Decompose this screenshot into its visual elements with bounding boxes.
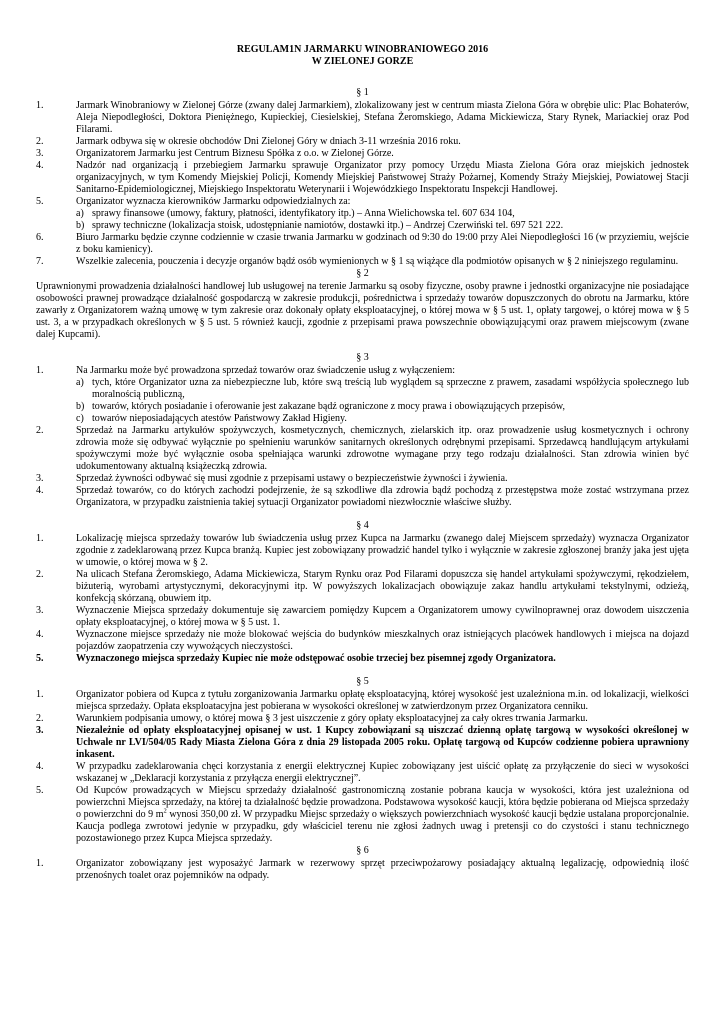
list-item [36,365,689,425]
sub-item-letter: a) [76,208,84,219]
item-text: Niezależnie od opłaty eksploatacyjnej opisanej w ust. 1 Kupcy zobowiązani są uiszczać dzienną opłatę targową w wysokości określonej w Uchwale nr LVI/504/05 Rady Miasta Zielona Góra z dnia 29 listopada 2005 roku. Opłatę targową od Kupców codzienne pobiera uprawniony inkasent. [76,725,689,760]
section-5-heading: § 5 [356,676,369,687]
item-text-part-1: Od Kupców prowadzących w Miejscu sprzedaży działalność gastronomiczną zostanie pobrana kaucja w wysokości, która jest uzależniona od powierzchni Miejsca sprzedaży, na której ta działalność będzie prowadzona. Podstawowa wysokość kaucji, która będzie pobierana od Miejsca sprzedaży o powierzchni do 9 m [76,785,689,820]
section-3-heading: § 3 [356,352,369,363]
list-item [36,425,689,473]
item-text: Sprzedaż na Jarmarku artykułów spożywczych, kosmetycznych, chemicznych, zielarskich itp. oraz prowadzenie usług kosmetycznych i ochrony zdrowia może się odbywać wyłącznie po spełnieniu warunków sanitarnych określonych odrębnymi przepisami. Sprzedawcą handlującym artykułami spożywczymi może być wyłącznie osoba spełniająca warunki zdrowotne wymagane przy tego rodzaju działalności. Stan zdrowia winien być udokumentowany aktualną książeczką zdrowia. [76,425,689,472]
item-text: Wyznaczenie Miejsca sprzedaży dokumentuje się zawarciem pomiędzy Kupcem a Organizatorem umowy cywilnoprawnej oraz dowodem uiszczenia opłaty eksploatacyjnej, o której mowa w § 5 ust. 1. [76,605,689,628]
sub-list [76,377,689,425]
item-number: 1. [36,365,44,376]
sub-item-text: sprawy finansowe (umowy, faktury, płatności, identyfikatory itp.) – Anna Wielichowska tel. 607 634 104, [92,208,515,219]
sub-item-text: tych, które Organizator uzna za niebezpieczne lub, które swą treścią lub wyglądem są sprzeczne z prawem, zasadami współżycia społecznego lub moralnością publiczną, [92,377,689,400]
sub-item [76,220,689,232]
item-number: 1. [36,689,44,700]
item-number: 5. [36,653,44,664]
sub-item-text: towarów nieposiadających atestów Państwowy Zakład Higieny. [92,413,347,424]
sub-item [76,377,689,401]
list-item [36,629,689,653]
item-text: Sprzedaż żywności odbywać się musi zgodnie z przepisami ustawy o bezpieczeństwie żywności i żywienia. [76,473,508,484]
sub-item-letter: c) [76,413,84,424]
section-4-heading: § 4 [356,520,369,531]
sub-item [76,401,689,413]
sub-item-text: sprawy techniczne (lokalizacja stoisk, udostępnianie namiotów, dostawki itp.) – Andrzej Czerwiński tel. 697 521 222. [92,220,564,231]
list-item [36,485,689,509]
sub-item-letter: b) [76,401,85,412]
item-text: Biuro Jarmarku będzie czynne codziennie w czasie trwania Jarmarku w godzinach od 9:30 do 19:00 przy Alei Niepodległości 16 (w przyziemiu, wejście z boku kamienicy). [76,232,689,255]
section-6-list [36,858,689,882]
section-2-paragraph: Uprawnionymi prowadzenia działalności handlowej lub usługowej na terenie Jarmarku są osoby fizyczne, osoby prawne i jednostki organizacyjne nie posiadające osobowości prawnej prowadzące działalność gospodarczą w zakresie produkcji, pośrednictwa i sprzedaży towarów dopuszczonych do obrotu na Jarmarku, które zawarły z Organizatorem ważną umowę w tym zakresie oraz dokonały opłaty eksploatacyjnej, o której mowa w § 5 ust. 1, opłaty targowej, o której mowa w § 5 ust. 3, a w przypadkach określonych w § 5 ust. 5 również kaucji, zgodnie z przepisami prawa powszechnie obowiązującymi oraz prawem miejscowym (zwane dalej Kupcami). [36,281,689,340]
item-text: Wyznaczone miejsce sprzedaży nie może blokować wejścia do budynków mieszkalnych oraz istniejących placówek handlowych i miejsca na dojazd pojazdów zaopatrzenia czy wywożących nieczystości. [76,629,689,652]
document-title [36,44,689,67]
item-text: Wszelkie zalecenia, pouczenia i decyzje organów bądź osób wymienionych w § 1 są wiążące dla podmiotów opisanych w § 2 niniejszego regulaminu. [76,256,679,267]
item-number: 4. [36,160,44,171]
list-item [36,148,689,160]
list-item [36,473,689,485]
sub-item [76,413,689,425]
item-text: Organizator pobiera od Kupca z tytułu zorganizowania Jarmarku opłatę eksploatacyjną, której wysokość jest uzależniona m.in. od lokalizacji, wielkości miejsca sprzedaży. Opłata eksploatacyjna jest pobierana w wysokości określonej w zatwierdzonym przez Organizatora cenniku. [76,689,689,712]
item-text: Sprzedaż towarów, co do których zachodzi podejrzenie, że są szkodliwe dla zdrowia bądź pochodzą z przestępstwa może zostać wstrzymana przez Organizatora, w przypadku zaistnienia takiej sytuacji Organizator powiadomi niezwłocznie właściwe służby. [76,485,689,508]
item-number: 7. [36,256,44,267]
section-4-list [36,533,689,665]
list-item [36,605,689,629]
item-number: 3. [36,725,44,736]
list-item [36,725,689,761]
section-2-heading: § 2 [356,268,369,279]
item-number: 6. [36,232,44,243]
item-number: 3. [36,473,44,484]
item-number: 1. [36,533,44,544]
sub-item [76,208,689,220]
item-number: 4. [36,629,44,640]
item-number: 3. [36,605,44,616]
list-item [36,100,689,136]
item-text: Na Jarmarku może być prowadzona sprzedaż towarów oraz świadczenie usług z wyłączeniem: [76,365,455,376]
title-line-2: W ZIELONEJ GORZE [311,55,414,67]
item-text: Jarmark odbywa się w okresie obchodów Dni Zielonej Góry w dniach 3-11 września 2016 roku. [76,136,461,147]
list-item [36,136,689,148]
list-item [36,569,689,605]
list-item [36,160,689,196]
list-item [36,196,689,232]
item-text: Lokalizację miejsca sprzedaży towarów lub świadczenia usług przez Kupca na Jarmarku (zwanego dalej Miejscem sprzedaży) wyznacza Organizator zgodnie z zadeklarowaną przez Kupca branżą. Kupiec jest zobowiązany prowadzić handel tylko i wyłącznie w zakresie zgłoszonej branży jaka jest ujęta w umowie, o której mowa w § 2. [76,533,689,568]
list-item [36,533,689,569]
superscript: 2 [163,807,167,815]
sub-list [76,208,689,232]
list-item [36,785,689,845]
item-number: 5. [36,785,44,796]
item-number: 1. [36,100,44,111]
item-number: 2. [36,569,44,580]
title-line-1: REGULAM1N JARMARKU WINOBRANIOWEGO 2016 [236,44,489,55]
item-text-part-2: wynosi 350,00 zł. W przypadku Miejsc sprzedaży o większych powierzchniach wysokość kaucji będzie ustalana proporcjonalnie. Kaucja podlega zwrotowi jedynie w przypadku, gdy właściciel terenu nie zgłosi żadnych uwag i pretensji co do czystości i stanu technicznego pozostawionego przez Kupca Miejsca sprzedaży. [76,809,689,844]
item-number: 4. [36,485,44,496]
list-item [36,858,689,882]
item-text: Organizator wyznacza kierowników Jarmarku odpowiedzialnych za: [76,196,351,207]
section-1-heading: § 1 [356,87,369,98]
item-text: Organizator zobowiązany jest wyposażyć Jarmark w rezerwowy sprzęt przeciwpożarowy posiadający aktualną legalizację, odpowiednią ilość przenośnych toalet oraz pojemników na odpady. [76,858,689,881]
item-text: Nadzór nad organizacją i przebiegiem Jarmarku sprawuje Organizator przy pomocy Urzędu Miasta Zielona Góra oraz miejskich jednostek organizacyjnych, w tym Komendy Miejskiej Policji, Komendy Miejskiej Państwowej Straży Pożarnej, Komendy Straży Miejskiej, Powiatowej Stacji Sanitarno-Epidemiologicznej, Miejskiego Inspektoratu Weterynarii i Wojewódzkiego Inspektoratu Inspekcji Handlowej. [76,160,689,195]
item-text: Organizatorem Jarmarku jest Centrum Biznesu Spółka z o.o. w Zielonej Górze. [76,148,394,159]
sub-item-letter: b) [76,220,85,231]
list-item [36,232,689,256]
list-item [36,761,689,785]
list-item [36,653,689,665]
item-number: 4. [36,761,44,772]
item-number: 2. [36,136,44,147]
item-text: Na ulicach Stefana Żeromskiego, Adama Mickiewicza, Starym Rynku oraz Pod Filarami dopuszcza się handel artykułami spożywczymi, rękodziełem, biżuterią, wyrobami artystycznymi, dekoracyjnymi itp. W powyższych lokalizacjach obowiązuje zakaz handlu artykułami tekstylnymi, odzieżą, konfekcją skórzaną, obuwiem itp. [76,569,689,604]
list-item [36,713,689,725]
item-number: 2. [36,425,44,436]
sub-item-letter: a) [76,377,84,388]
item-number: 2. [36,713,44,724]
section-1-list [36,100,689,268]
list-item [36,689,689,713]
section-6-heading: § 6 [356,845,369,856]
item-number: 1. [36,858,44,869]
item-number: 5. [36,196,44,207]
item-text: Wyznaczonego miejsca sprzedaży Kupiec nie może odstępować osobie trzeciej bez pisemnej zgody Organizatora. [76,653,556,664]
item-text: Warunkiem podpisania umowy, o której mowa § 3 jest uiszczenie z góry opłaty eksploatacyjnej za cały okres trwania Jarmarku. [76,713,588,724]
section-5-list [36,689,689,845]
item-text: W przypadku zadeklarowania chęci korzystania z energii elektrycznej Kupiec zobowiązany jest uiścić opłatę za przyłączenie do sieci w wysokości wskazanej w „Deklaracji korzystania z przyłącza energii elektrycznej”. [76,761,689,784]
item-text: Jarmark Winobraniowy w Zielonej Górze (zwany dalej Jarmarkiem), zlokalizowany jest w centrum miasta Zielona Góra w obrębie ulic: Plac Bohaterów, Aleja Niepodległości, Doktora Pieniężnego, Kupieckiej, Ciesielskiej, Stefana Żeromskiego, Adama Mickiewicza, Stary Rynek, Mariackiej oraz Pod Filarami. [76,100,689,135]
item-number: 3. [36,148,44,159]
sub-item-text: towarów, których posiadanie i oferowanie jest zakazane bądź ograniczone z mocy prawa i obowiązujących przepisów, [92,401,565,412]
section-3-list [36,365,689,509]
list-item [36,256,689,268]
